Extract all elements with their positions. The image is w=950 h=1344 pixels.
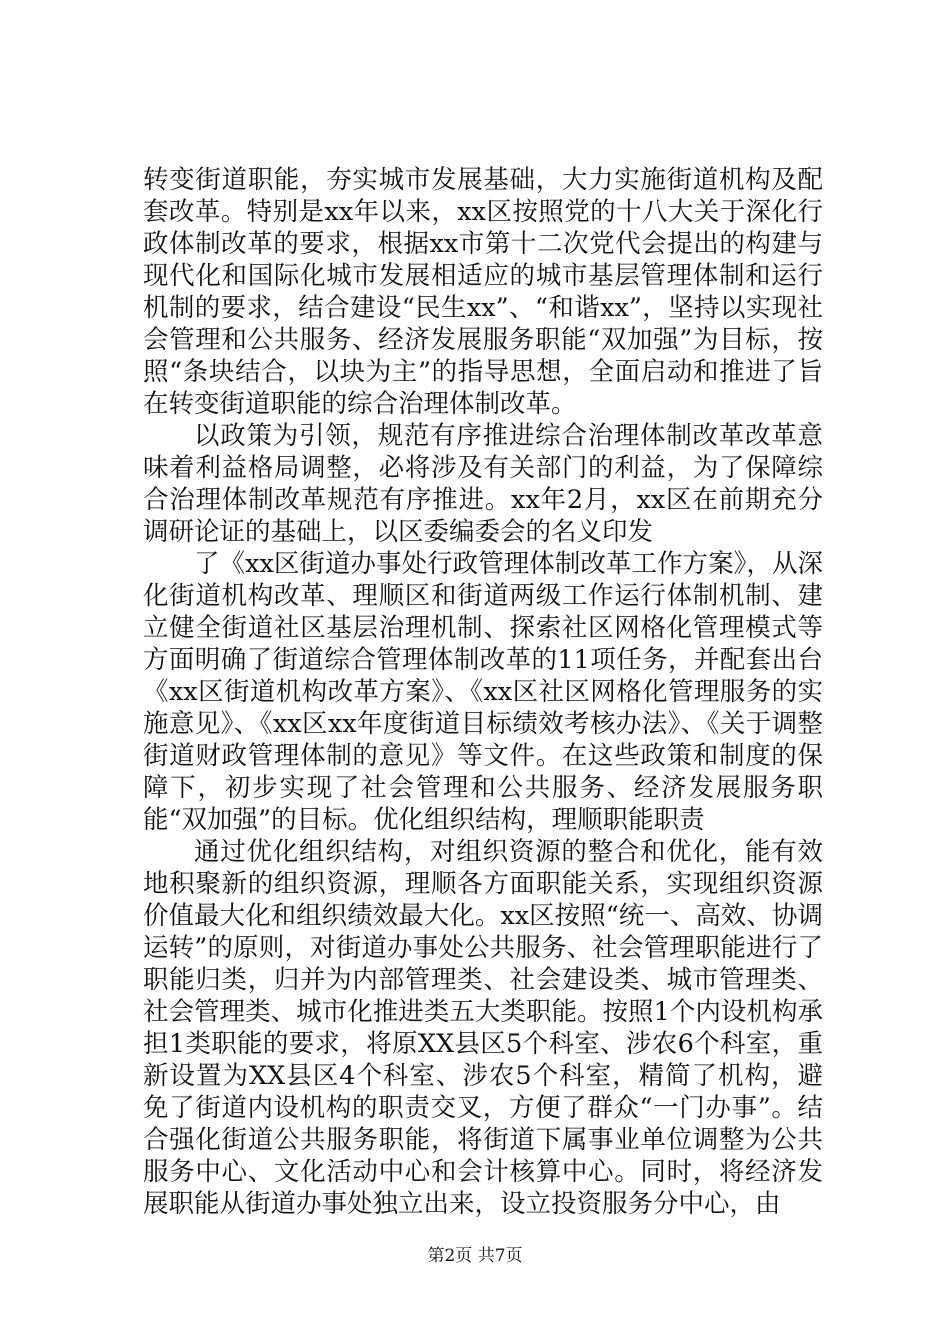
paragraph-4: 通过优化组织结构，对组织资源的整合和优化，能有效地积聚新的组织资源，理顺各方面职能关系，实现组织资源价值最大化和组织绩效最大化。xx区按照“统一、高效、协调运转”的原则，对街道办事处公共服务、社会管理职能进行了职能归类，归并为内部管理类、社会建设类、城市管理类、社会管理类、城市化推进类五大类职能。按照1个内设机构承担1类职能的要求，将原XX县区5个科室、涉农6个科室，重新设置为XX县区4个科室、涉农5个科室，精简了机构，避免了街道内设机构的职责交叉，方便了群众“一门办事”。结合强化街道公共服务职能，将街道下属事业单位调整为公共服务中心、文化活动中心和会计核算中心。同时，将经济发展职能从街道办事处独立出来，设立投资服务分中心，由	[143, 837, 823, 1219]
paragraph-1: 转变街道职能，夯实城市发展基础，大力实施街道机构及配套改革。特别是xx年以来，xx区按照党的十八大关于深化行政体制改革的要求，根据xx市第十二次党代会提出的构建与现代化和国际化城市发展相适应的城市基层管理体制和运行机制的要求，结合建设“民生xx”、“和谐xx”，坚持以实现社会管理和公共服务、经济发展服务职能“双加强”为目标，按照“条块结合，以块为主”的指导思想，全面启动和推进了旨在转变街道职能的综合治理体制改革。	[143, 165, 823, 419]
paragraph-2: 以政策为引领，规范有序推进综合治理体制改革改革意味着利益格局调整，必将涉及有关部门的利益，为了保障综合治理体制改革规范有序推进。xx年2月，xx区在前期充分调研论证的基础上，以区委编委会的名义印发	[143, 421, 823, 547]
body-text	[143, 164, 823, 1220]
page-number-footer: 第2页 共7页	[427, 1246, 523, 1266]
paragraph-3: 了《xx区街道办事处行政管理体制改革工作方案》，从深化街道机构改革、理顺区和街道两级工作运行体制机制、建立健全街道社区基层治理机制、探索社区网格化管理模式等方面明确了街道综合管理体制改革的11项任务，并配套出台《xx区街道机构改革方案》、《xx区社区网格化管理服务的实施意见》、《xx区xx年度街道目标绩效考核办法》、《关于调整街道财政管理体制的意见》等文件。在这些政策和制度的保障下，初步实现了社会管理和公共服务、经济发展服务职能“双加强”的目标。优化组织结构，理顺职能职责	[143, 549, 823, 835]
